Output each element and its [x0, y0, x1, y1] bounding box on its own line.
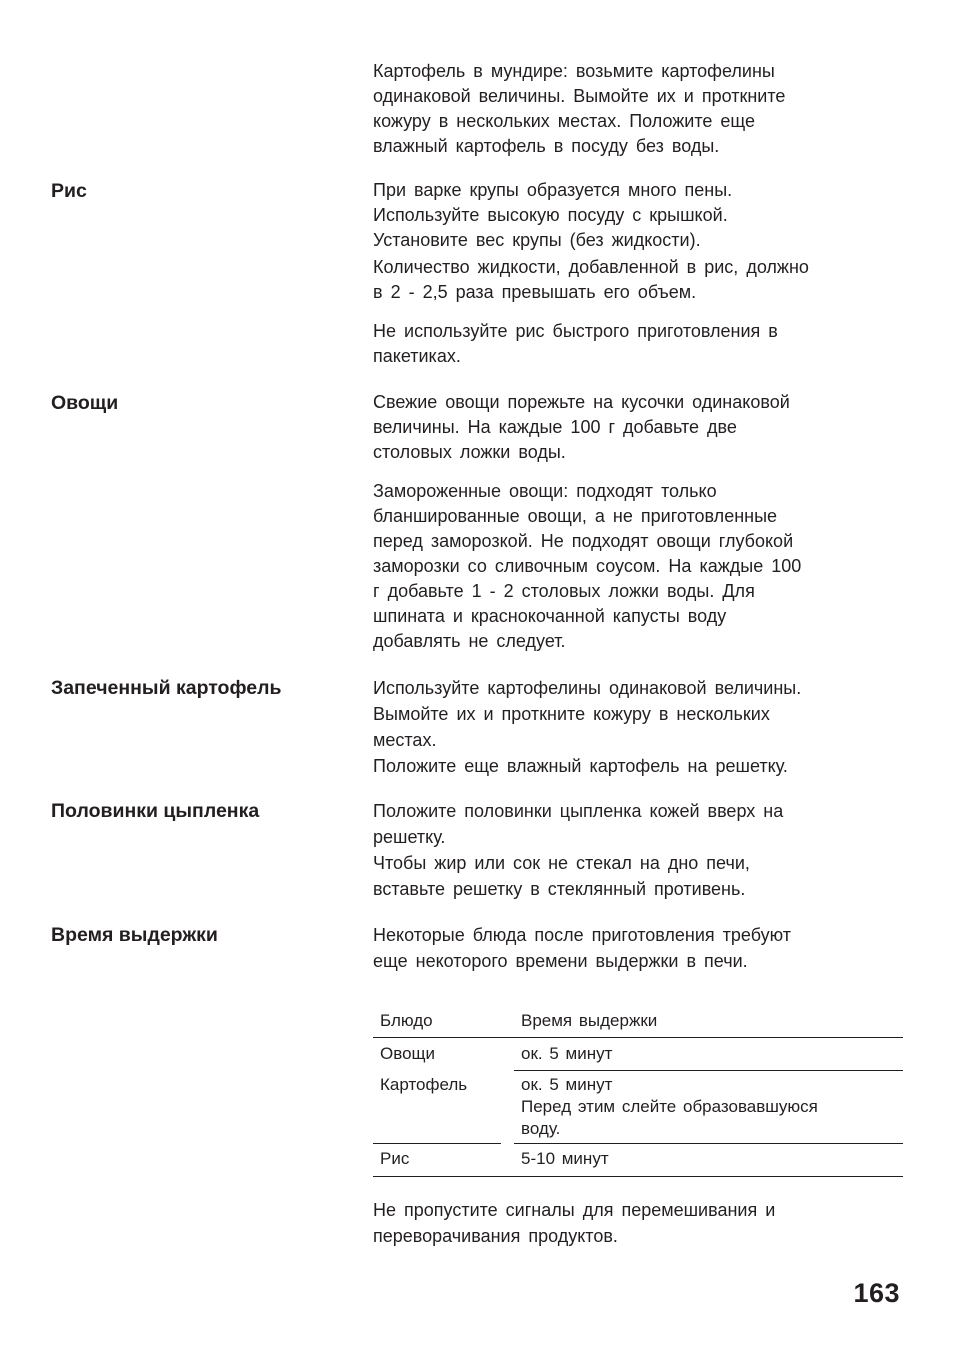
- text-line: одинаковой величины. Вымойте их и проткните: [373, 86, 786, 106]
- footer-note: [373, 1197, 903, 1249]
- text-line: Чтобы жир или сок не стекал на дно печи,: [373, 853, 750, 873]
- paragraph: [373, 922, 903, 974]
- text-line: Вымойте их и проткните кожуру в нескольких: [373, 704, 770, 724]
- text-line: Свежие овощи порежьте на кусочки одинаковой: [373, 392, 790, 412]
- text-line: Количество жидкости, добавленной в рис, должно: [373, 257, 809, 277]
- text-line: переворачивания продуктов.: [373, 1226, 618, 1246]
- table-cell-time: ок. 5 минут: [521, 1075, 613, 1094]
- section-body: [373, 675, 903, 779]
- section-body: [373, 59, 903, 159]
- section-body: [373, 922, 903, 974]
- section-heading: Рис: [51, 180, 87, 202]
- section-body: [373, 178, 903, 369]
- table-cell-time: 5-10 минут: [521, 1149, 609, 1168]
- text-line: шпината и краснокочанной капусты воду: [373, 606, 727, 626]
- table-row: [373, 1038, 903, 1070]
- text-line: местах.: [373, 730, 437, 750]
- paragraph: [373, 675, 903, 779]
- text-line: столовых ложки воды.: [373, 442, 566, 462]
- text-line: кожуру в нескольких местах. Положите еще: [373, 111, 756, 131]
- text-line: пакетиках.: [373, 346, 461, 366]
- paragraph: [373, 178, 903, 305]
- text-line: Некоторые блюда после приготовления требуют: [373, 925, 791, 945]
- text-line: Картофель в мундире: возьмите картофелины: [373, 61, 775, 81]
- paragraph: [373, 59, 903, 159]
- section-body: [373, 390, 903, 654]
- table-cell-time-note: воду.: [521, 1119, 561, 1138]
- text-line: бланшированные овощи, а не приготовленные: [373, 506, 778, 526]
- section-heading: Овощи: [51, 392, 119, 414]
- table-cell-time-note: Перед этим слейте образовавшуюся: [521, 1097, 818, 1116]
- paragraph: [373, 479, 903, 654]
- text-line: в 2 - 2,5 раза превышать его объем.: [373, 282, 697, 302]
- text-line: Используйте картофелины одинаковой величины.: [373, 678, 802, 698]
- paragraph: [373, 798, 903, 902]
- text-line: Используйте высокую посуду с крышкой.: [373, 205, 728, 225]
- text-line: г добавьте 1 - 2 столовых ложки воды. Для: [373, 581, 755, 601]
- table-cell-time: ок. 5 минут: [521, 1044, 613, 1063]
- section-heading: Время выдержки: [51, 924, 218, 946]
- table-cell-dish: Овощи: [380, 1044, 436, 1063]
- section-body: [373, 798, 903, 902]
- table-rule: [373, 1176, 903, 1177]
- text-line: Замороженные овощи: подходят только: [373, 481, 717, 501]
- table-cell-dish: Картофель: [380, 1075, 468, 1094]
- text-line: Положите половинки цыпленка кожей вверх на: [373, 801, 784, 821]
- table-row: [373, 1144, 903, 1176]
- section-heading: Запеченный картофель: [51, 677, 282, 699]
- text-line: решетку.: [373, 827, 446, 847]
- page-number: 163: [853, 1278, 900, 1308]
- text-line: вставьте решетку в стеклянный противень.: [373, 879, 746, 899]
- text-line: величины. На каждые 100 г добавьте две: [373, 417, 737, 437]
- table-header-row: [373, 1005, 903, 1037]
- text-line: влажный картофель в посуду без воды.: [373, 136, 720, 156]
- table-header-time: Время выдержки: [521, 1011, 658, 1030]
- text-line: Не пропустите сигналы для перемешивания и: [373, 1200, 776, 1220]
- paragraph: [373, 319, 903, 369]
- text-line: заморозки со сливочным соусом. На каждые 100: [373, 556, 802, 576]
- text-line: добавлять не следует.: [373, 631, 566, 651]
- paragraph: [373, 390, 903, 465]
- table-cell-dish: Рис: [380, 1149, 410, 1168]
- text-line: перед заморозкой. Не подходят овощи глубокой: [373, 531, 794, 551]
- text-line: Положите еще влажный картофель на решетку.: [373, 756, 788, 776]
- text-line: еще некоторого времени выдержки в печи.: [373, 951, 748, 971]
- text-line: Не используйте рис быстрого приготовления в: [373, 321, 778, 341]
- table-header-dish: Блюдо: [380, 1011, 433, 1030]
- standing-time-table: [373, 1005, 903, 1168]
- table-row: [373, 1071, 903, 1143]
- text-line: При варке крупы образуется много пены.: [373, 180, 733, 200]
- section-heading: Половинки цыпленка: [51, 800, 260, 822]
- text-line: Установите вес крупы (без жидкости).: [373, 230, 701, 250]
